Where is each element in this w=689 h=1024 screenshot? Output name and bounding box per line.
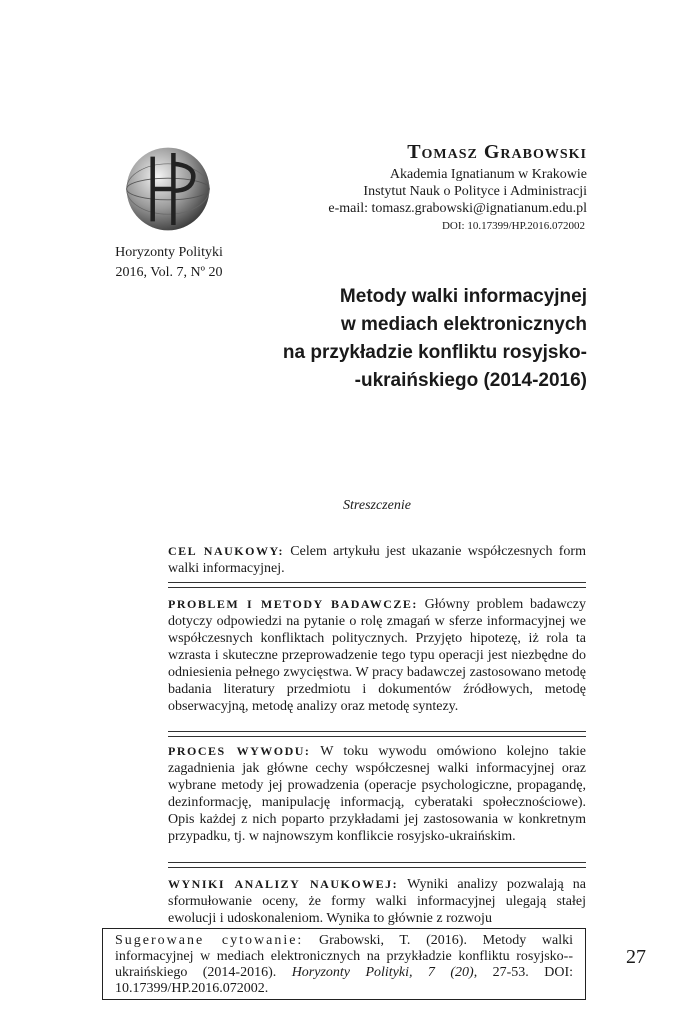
- journal-info: [100, 243, 238, 283]
- affiliation-1: Akademia Ignatianum w Krakowie: [389, 167, 587, 182]
- journal-issue: 2016, Vol. 7, Nº 20: [115, 265, 223, 280]
- author-name: Tomasz Grabowski: [407, 141, 587, 163]
- doi: DOI: 10.17399/HP.2016.072002: [441, 220, 585, 232]
- article-title: [283, 283, 587, 395]
- citation-label: Sugerowane cytowanie:: [115, 933, 304, 948]
- section-label: WYNIKI ANALIZY NAUKOWEJ:: [168, 877, 399, 891]
- section-text: W toku wywodu omówiono kolejno takie zagadnienia jak główne cechy współczesnej walki informacyjnej oraz wybrane metody jej prowadzenia (operacje psychologiczne, propagandę, dezinformację, manipulację informacją, cyberataki społecznościowe). Opis każdej z nich poparto przykładami jej zastosowania w konkretnym przypadku, tj. w najnowszym konflikcie rosyjsko-ukraińskim.: [168, 744, 586, 844]
- title-line-3: na przykładzie konfliktu rosyjsko-: [282, 342, 587, 363]
- journal-logo: [123, 144, 213, 234]
- section-text: Główny problem badawczy dotyczy odpowiedzi na pytanie o rolę zmagań w sferze informacyjnej we współczesnych konfliktach politycznych. Przyjęto hipotezę, iż rola ta wzrasta i skuteczne przeprowadzenie tego typu operacji jest niezbędne do odniesienia pełnego zwycięstwa. W pracy badawczej zastosowano metodę badania literatury przedmiotu i dokumentów źródłowych, metodę obserwacyjną, metodę analizy oraz metodę syntezy.: [168, 597, 586, 714]
- citation-tail: , 27-53. DOI: 10.17399/HP.2016.072002.: [115, 965, 573, 996]
- title-line-2: w mediach elektronicznych: [340, 314, 587, 335]
- divider: [168, 582, 586, 588]
- section-wyniki: [168, 876, 586, 927]
- section-label: PROCES WYWODU:: [168, 744, 311, 758]
- journal-name: Horyzonty Polityki: [115, 245, 223, 260]
- section-label: PROBLEM I METODY BADAWCZE:: [168, 597, 418, 611]
- suggested-citation: [102, 928, 586, 1000]
- affiliation-2: Instytut Nauk o Polityce i Administracji: [363, 184, 587, 199]
- page-number: 27: [626, 946, 646, 968]
- divider: [168, 862, 586, 868]
- section-problem: [168, 596, 586, 715]
- title-line-4: -ukraińskiego (2014-2016): [354, 370, 587, 391]
- citation-text: Grabowski, T. (2016). Metody walki informacyjnej w mediach elektronicznych na przykładzie konfliktu rosyjsko--ukraińskiego (2014-2016).: [115, 933, 573, 980]
- section-proces: [168, 743, 586, 845]
- author-email: e-mail: tomasz.grabowski@ignatianum.edu.pl: [328, 201, 587, 216]
- title-line-1: Metody walki informacyjnej: [339, 286, 587, 307]
- section-label: CEL NAUKOWY:: [168, 544, 285, 558]
- citation-journal: Horyzonty Polityki, 7 (20): [291, 965, 474, 980]
- section-text: Wyniki analizy pozwalają na sformułowanie oceny, że formy walki informacyjnej ulegają stałej ewolucji i udoskonaleniom. Wynika to głównie z rozwoju: [168, 877, 587, 926]
- divider: [168, 731, 586, 737]
- abstract-heading: Streszczenie: [343, 498, 411, 513]
- section-cel: [168, 543, 586, 577]
- section-text: Celem artykułu jest ukazanie współczesnych form walki informacyjnej.: [168, 544, 586, 576]
- author-block: [328, 140, 587, 217]
